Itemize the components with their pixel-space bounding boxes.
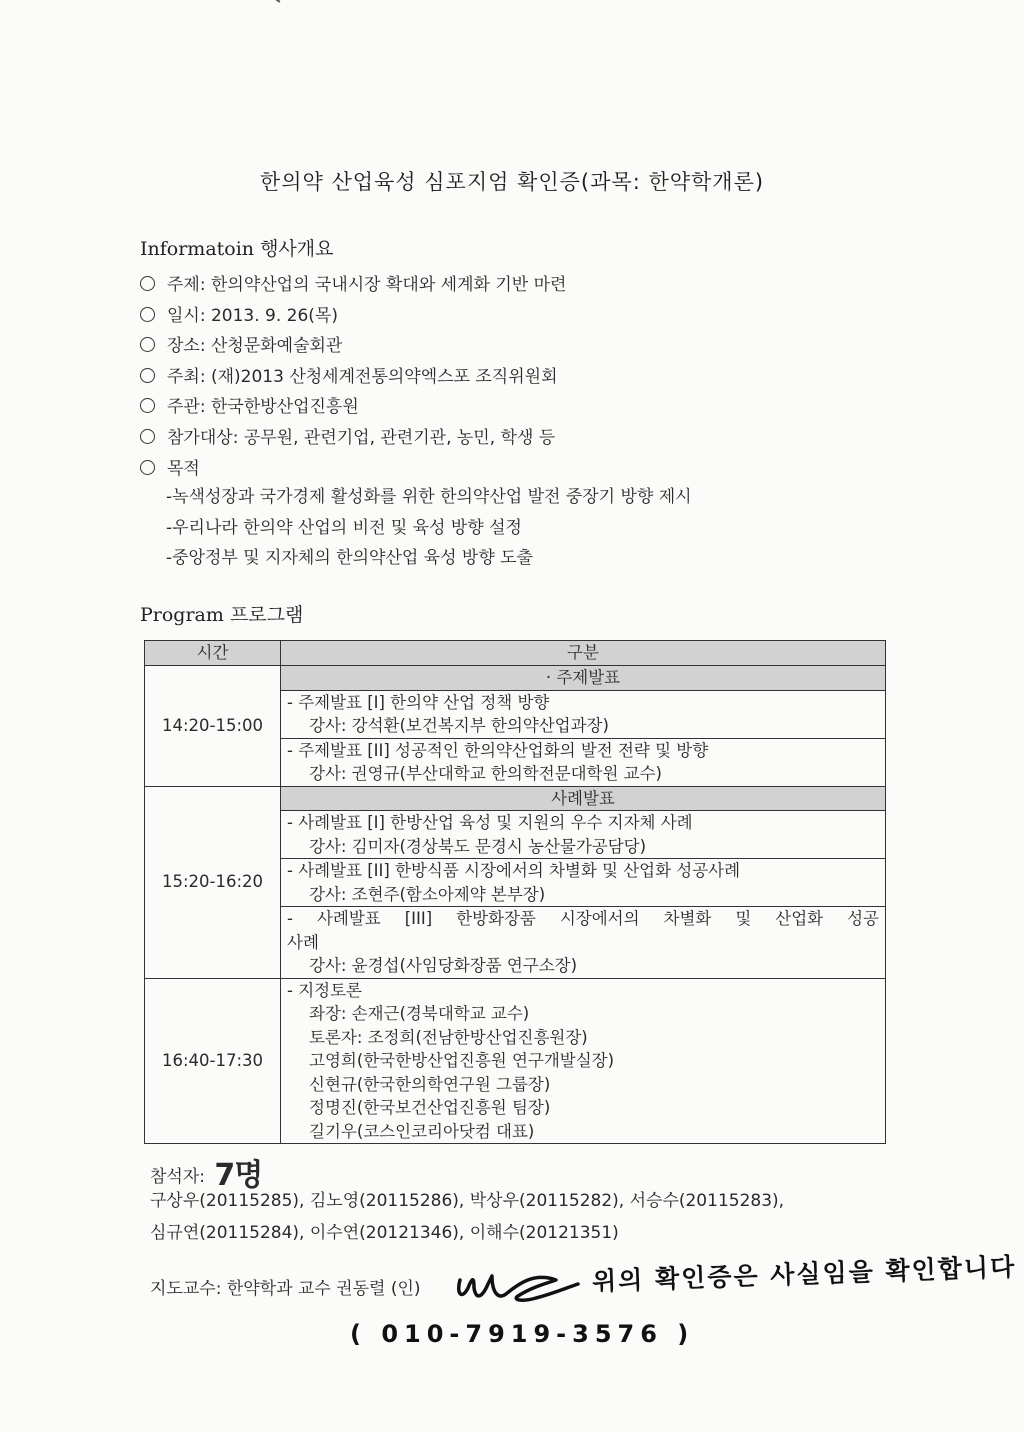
circle-bullet-icon [140, 368, 155, 383]
talk-cell [281, 690, 886, 738]
seal-mark: (인) [390, 1279, 421, 1299]
talk-cell [281, 738, 886, 786]
information-heading [140, 234, 334, 261]
handwritten-phone-number: ( 010-7919-3576 ) [350, 1320, 695, 1348]
info-item-participants [140, 423, 566, 454]
circle-bullet-icon [140, 307, 155, 322]
talk-speaker: 강사: 윤경섭(사임당화장품 연구소장) [309, 956, 578, 975]
document-title: 한의약 산업육성 심포지엄 확인증(과목: 한약학개론) [259, 170, 765, 194]
talk-cell [281, 907, 886, 979]
talk-title: - 사례발표 [III] 한방화장품 시장에서의 차별화 및 산업화 성공 [287, 909, 879, 928]
talk-speaker: 강사: 권영규(부산대학교 한의학전문대학원 교수) [309, 764, 662, 783]
program-heading [140, 600, 303, 627]
info-item-date [140, 301, 566, 332]
talk-speaker: 강사: 조현주(함소아제약 본부장) [309, 884, 546, 904]
table-row [145, 978, 886, 1144]
talk-speaker: 강사: 강석환(보건복지부 한의약산업과장) [309, 716, 609, 735]
information-list [140, 270, 566, 484]
session-subhead: 사례발표 [281, 786, 886, 811]
info-item-host [140, 362, 566, 393]
circle-bullet-icon [140, 337, 155, 352]
talk-cell [281, 811, 886, 859]
talk-speaker: 강사: 김미자(경상북도 문경시 농산물가공담당) [309, 836, 647, 856]
session-time: 15:20-16:20 [145, 786, 281, 978]
session-time: 14:20-15:00 [145, 666, 281, 787]
purpose-list [166, 482, 692, 574]
attendee-names-line-2: 심규연(20115284), 이수연(20121346), 이해수(20121351) [150, 1223, 619, 1243]
program-table [144, 640, 886, 1144]
information-heading-ko: 행사개요 [260, 238, 334, 260]
panel-member: 신현규(한국한의학연구원 그룹장) [309, 1074, 551, 1094]
info-item-text: 참가대상: 공무원, 관련기업, 관련기관, 농민, 학생 등 [167, 427, 556, 448]
info-item-text: 일시: 2013. 9. 26(목) [167, 305, 338, 326]
talk-title: - 주제발표 [II] 성공적인 한의약산업화의 발전 전략 및 방향 [287, 740, 709, 760]
attendance-label: 참석자: [150, 1167, 205, 1187]
talk-title: - 사례발표 [I] 한방산업 육성 및 지원의 우수 지자체 사례 [287, 813, 693, 832]
handwritten-attendee-count: 7명 [214, 1158, 263, 1193]
info-item-organizer [140, 392, 566, 423]
information-heading-en: Informatoin [140, 238, 255, 260]
circle-bullet-icon [140, 429, 155, 444]
panel-member: 고영희(한국한방산업진흥원 연구개발실장) [309, 1051, 615, 1070]
session-time: 16:40-17:30 [145, 978, 281, 1144]
attendee-names-line-1: 구상우(20115285), 김노영(20115286), 박상우(20115282), 서승수(20115283), [150, 1191, 785, 1211]
table-header-row [145, 641, 886, 666]
column-header-time: 시간 [145, 641, 281, 666]
circle-bullet-icon [140, 276, 155, 291]
panel-cell [281, 978, 886, 1144]
scan-artifact-mark [260, 0, 281, 3]
info-item-text: 주제: 한의약산업의 국내시장 확대와 세계화 기반 마련 [167, 275, 567, 295]
info-item-purpose [140, 454, 566, 485]
panel-member: 좌장: 손재근(경북대학교 교수) [309, 1004, 530, 1023]
purpose-item: -중앙정부 및 지자체의 한의약산업 육성 방향 도출 [166, 548, 533, 569]
advisor-label: 지도교수: 한약학과 교수 권동렬 [150, 1279, 386, 1299]
program-heading-en: Program [140, 604, 224, 626]
circle-bullet-icon [140, 398, 155, 413]
signature-icon [452, 1258, 582, 1308]
talk-title: - 주제발표 [I] 한의약 산업 정책 방향 [287, 692, 550, 712]
talk-title-continued: 사례 [287, 932, 319, 952]
info-item-text: 목적 [167, 458, 200, 479]
handwritten-confirmation: 위의 확인증은 사실임을 확인합니다 [591, 1252, 1017, 1296]
panel-member: 정명진(한국보건산업진흥원 팀장) [309, 1098, 551, 1117]
advisor-line [150, 1274, 421, 1299]
panel-member: 길기우(코스인코리아닷컴 대표) [309, 1121, 535, 1141]
talk-title: - 사례발표 [II] 한방식품 시장에서의 차별화 및 산업화 성공사례 [287, 861, 741, 880]
purpose-item: -녹색성장과 국가경제 활성화를 위한 한의약산업 발전 중장기 방향 제시 [166, 487, 692, 507]
info-item-text: 주관: 한국한방산업진흥원 [167, 397, 359, 418]
table-row [145, 666, 886, 691]
info-item-text: 장소: 산청문화예술회관 [167, 336, 343, 357]
info-item-text: 주최: (재)2013 산청세계전통의약엑스포 조직위원회 [167, 366, 558, 387]
program-heading-ko: 프로그램 [229, 604, 304, 626]
info-item-venue [140, 331, 566, 362]
purpose-item: -우리나라 한의약 산업의 비전 및 육성 방향 설정 [166, 517, 522, 538]
panel-member: 토론자: 조정희(전남한방산업진흥원장) [309, 1027, 588, 1047]
info-item-topic [140, 270, 566, 301]
session-subhead: · 주제발표 [281, 666, 886, 691]
talk-cell [281, 859, 886, 907]
panel-title: - 지정토론 [287, 980, 362, 1000]
circle-bullet-icon [140, 460, 155, 475]
column-header-category: 구분 [281, 641, 886, 666]
table-row [145, 786, 886, 811]
